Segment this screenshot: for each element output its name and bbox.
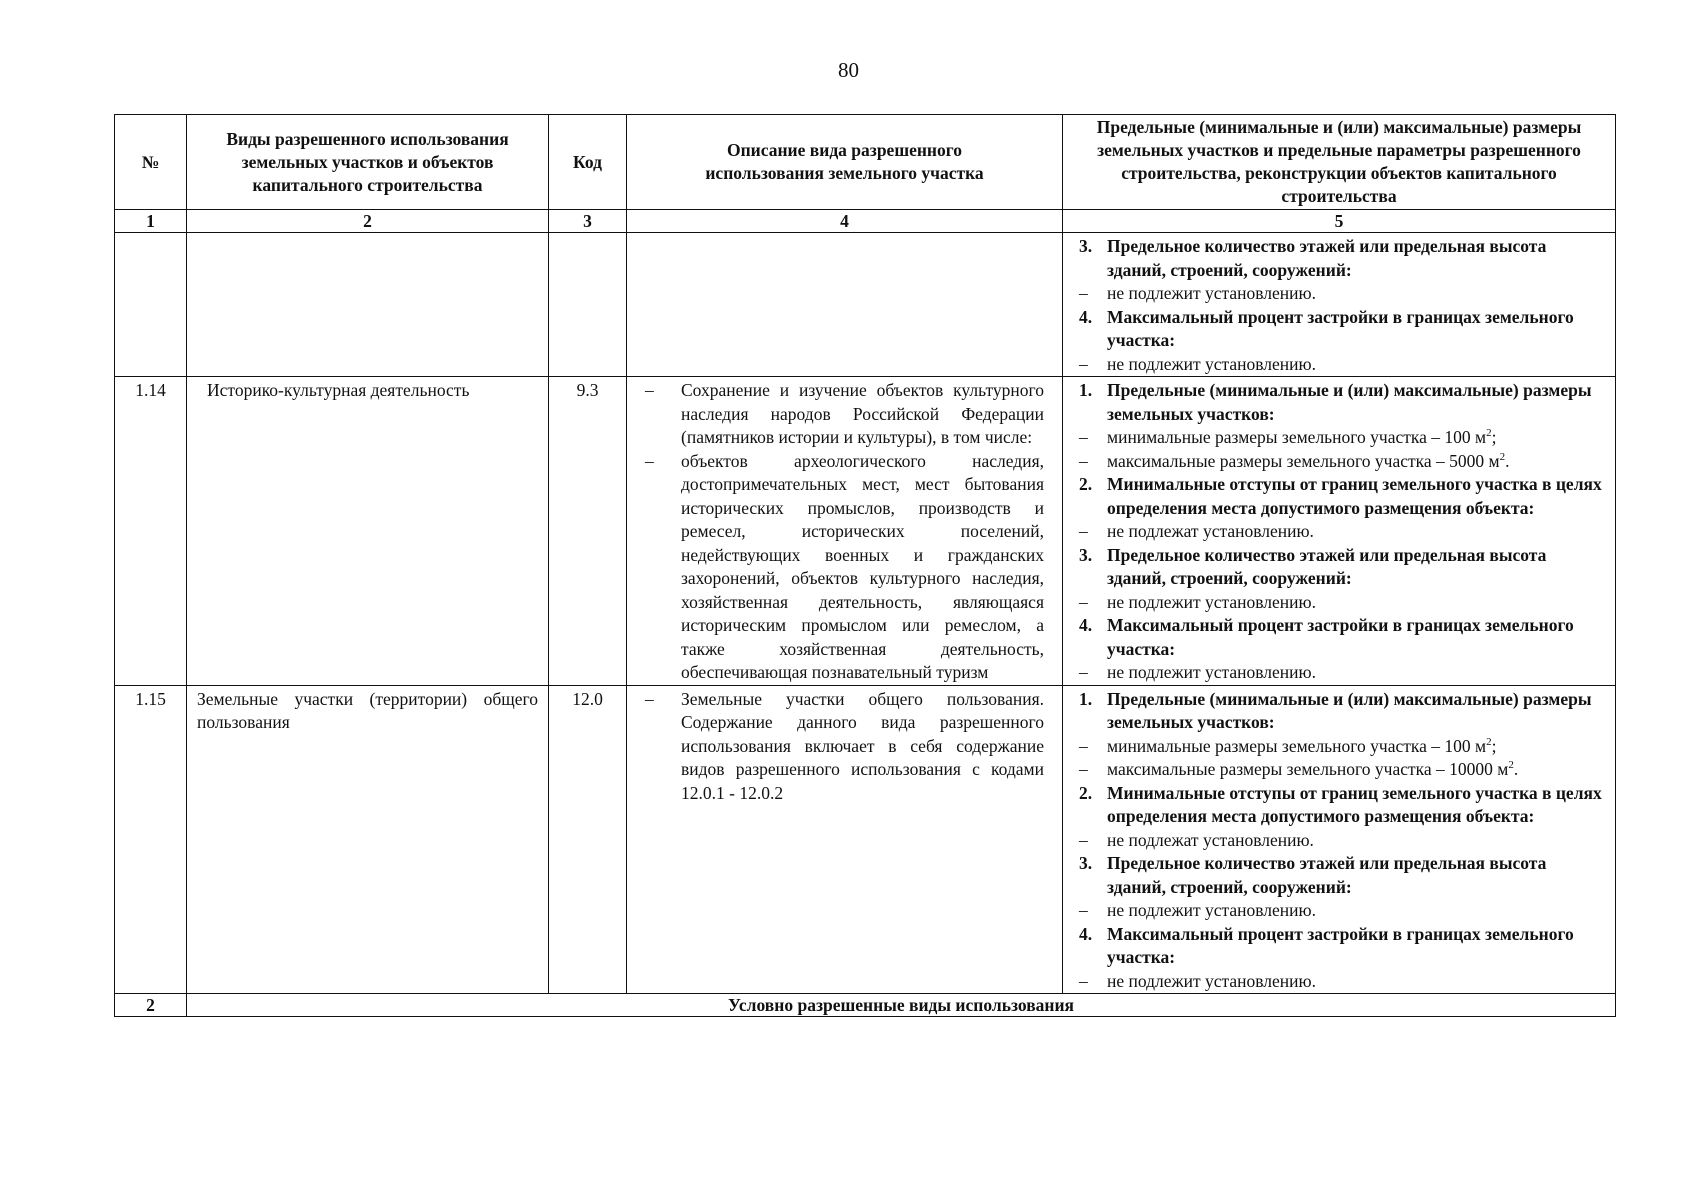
param-text: Минимальные отступы от границ земельного участка в целях определения места допустимого размещения объекта: [1107,474,1602,518]
param-text: Предельное количество этажей или предельная высота зданий, строений, сооружений: [1107,236,1547,280]
column-number: 3 [549,210,627,233]
params-cell [1063,233,1616,377]
header-code: Код [549,115,627,210]
dash-mark: – [1079,353,1088,374]
header-num: № [115,115,187,210]
param-text: максимальные размеры земельного участка – 5000 $м^2$. [1107,450,1510,471]
section-title: Условно разрешенные виды использования [187,994,1616,1017]
dash-mark: – [1079,970,1088,991]
section-row [115,994,1616,1017]
use-kind-text: Историко-культурная деятельность [207,380,470,400]
param-text: не подлежат установлению. [1107,829,1314,850]
description-text: Сохранение и изучение объектов культурного наследия народов Российской Федерации (памятников истории и культуры), в том числе: [681,380,1044,447]
param-text: Максимальный процент застройки в границах земельного участка: [1107,615,1574,659]
use-code: 12.0 [549,685,627,994]
section-number: 2 [115,994,187,1017]
param-value [1079,735,1603,759]
param-text: Предельное количество этажей или предельная высота зданий, строений, сооружений: [1107,853,1547,897]
column-number: 5 [1063,210,1616,233]
param-text: не подлежит установлению. [1107,591,1316,612]
dash-mark: – [1079,735,1088,756]
description-text: объектов археологического наследия, достопримечательных мест, мест бытования исторических промыслов, производств и ремесел, исторических поселений, недействующих военных и гражданских захоронений, объектов культурного наследия, хозяйственная деятельность, являющаяся историческим промыслом или ремеслом, а также хозяйственная деятельность, обеспечивающая познавательный туризм [681,450,1044,682]
param-text: Предельные (минимальные и (или) максимальные) размеры земельных участков: [1107,380,1592,424]
dash-mark: – [1079,759,1088,779]
param-heading [1079,379,1603,426]
param-text: не подлежит установлению. [1107,283,1316,303]
item-number: 3. [1079,236,1093,256]
param-text: Максимальный процент застройки в границах земельного участка: [1107,306,1574,350]
item-number: 4. [1079,615,1093,635]
dash-mark: – [645,380,654,400]
dash-mark: – [1079,450,1088,471]
param-text: Предельные (минимальные и (или) максимальные) размеры земельных участков: [1107,688,1592,732]
list-item [645,688,1044,806]
param-text: Минимальные отступы от границ земельного участка в целях определения места допустимого размещения объекта: [1107,782,1602,826]
column-number: 4 [627,210,1063,233]
param-value [1079,661,1603,685]
params-cell [1063,377,1616,686]
column-number-row [115,210,1616,233]
param-value [1079,426,1603,450]
use-kind-text: Земельные участки (территории) общего пользования [197,688,538,732]
dash-mark: – [1079,591,1088,612]
dash-mark: – [645,450,654,471]
dash-mark: – [1079,662,1088,682]
item-number: 2. [1079,782,1093,803]
dash-mark: – [645,688,654,709]
column-number: 1 [115,210,187,233]
row-number: 1.15 [115,685,187,994]
param-heading [1079,473,1603,520]
dash-mark: – [1079,521,1088,541]
column-number: 2 [187,210,549,233]
param-heading [1079,782,1603,829]
param-value [1079,520,1603,544]
param-heading [1079,923,1603,970]
header-kinds: Виды разрешенного использования земельных участков и объектов капитального строительства [187,115,549,210]
param-value [1079,829,1603,853]
use-code: 9.3 [549,377,627,686]
item-number: 3. [1079,544,1093,565]
item-number: 3. [1079,853,1093,873]
header-description: Описание вида разрешенного использования земельного участка [627,115,1063,210]
use-kind [187,685,549,994]
description-text: Земельные участки общего пользования. Содержание данного вида разрешенного использования включает в себя содержание видов разрешенного использования с кодами 12.0.1 - 12.0.2 [681,688,1044,803]
param-heading [1079,852,1603,899]
use-kind [187,377,549,686]
item-number: 4. [1079,923,1093,944]
param-text: не подлежит установлению. [1107,970,1316,991]
item-number: 1. [1079,688,1093,709]
param-text: минимальные размеры земельного участка – 100 $м^2$; [1107,735,1497,756]
list-item [645,450,1044,685]
dash-mark: – [1079,900,1088,920]
item-number: 1. [1079,380,1093,400]
table-row-1-14 [115,377,1616,686]
param-value [1079,758,1603,782]
param-value [1079,282,1603,306]
list-item [645,379,1044,450]
param-text: не подлежат установлению. [1107,521,1314,541]
param-value [1079,899,1603,923]
param-value [1079,591,1603,615]
param-text: не подлежит установлению. [1107,900,1316,920]
item-number: 4. [1079,306,1093,327]
param-value [1079,970,1603,994]
param-text: не подлежит установлению. [1107,353,1316,374]
dash-mark: – [1079,283,1088,303]
param-heading [1079,235,1603,282]
continued-row [115,233,1616,377]
param-text: минимальные размеры земельного участка – 100 $м^2$; [1107,427,1497,447]
row-number: 1.14 [115,377,187,686]
item-number: 2. [1079,474,1093,494]
param-text: Максимальный процент застройки в границах земельного участка: [1107,923,1574,967]
dash-mark: – [1079,829,1088,850]
land-use-table [114,114,1616,1017]
table-row-1-15 [115,685,1616,994]
param-heading [1079,614,1603,661]
param-heading [1079,688,1603,735]
param-text: Предельное количество этажей или предельная высота зданий, строений, сооружений: [1107,544,1547,588]
page-number: 80 [838,58,859,82]
param-text: не подлежит установлению. [1107,662,1316,682]
dash-mark: – [1079,427,1088,447]
params-cell [1063,685,1616,994]
param-value [1079,450,1603,474]
description-cell [627,685,1063,994]
param-heading [1079,544,1603,591]
param-text: максимальные размеры земельного участка – 10000 $м^2$. [1107,759,1519,779]
param-heading [1079,306,1603,353]
header-row [115,115,1616,210]
header-params: Предельные (минимальные и (или) максимальные) размеры земельных участков и предельные параметры разрешенного строительства, реконструкции объектов капитального строительства [1063,115,1616,210]
description-cell [627,377,1063,686]
param-value [1079,353,1603,377]
